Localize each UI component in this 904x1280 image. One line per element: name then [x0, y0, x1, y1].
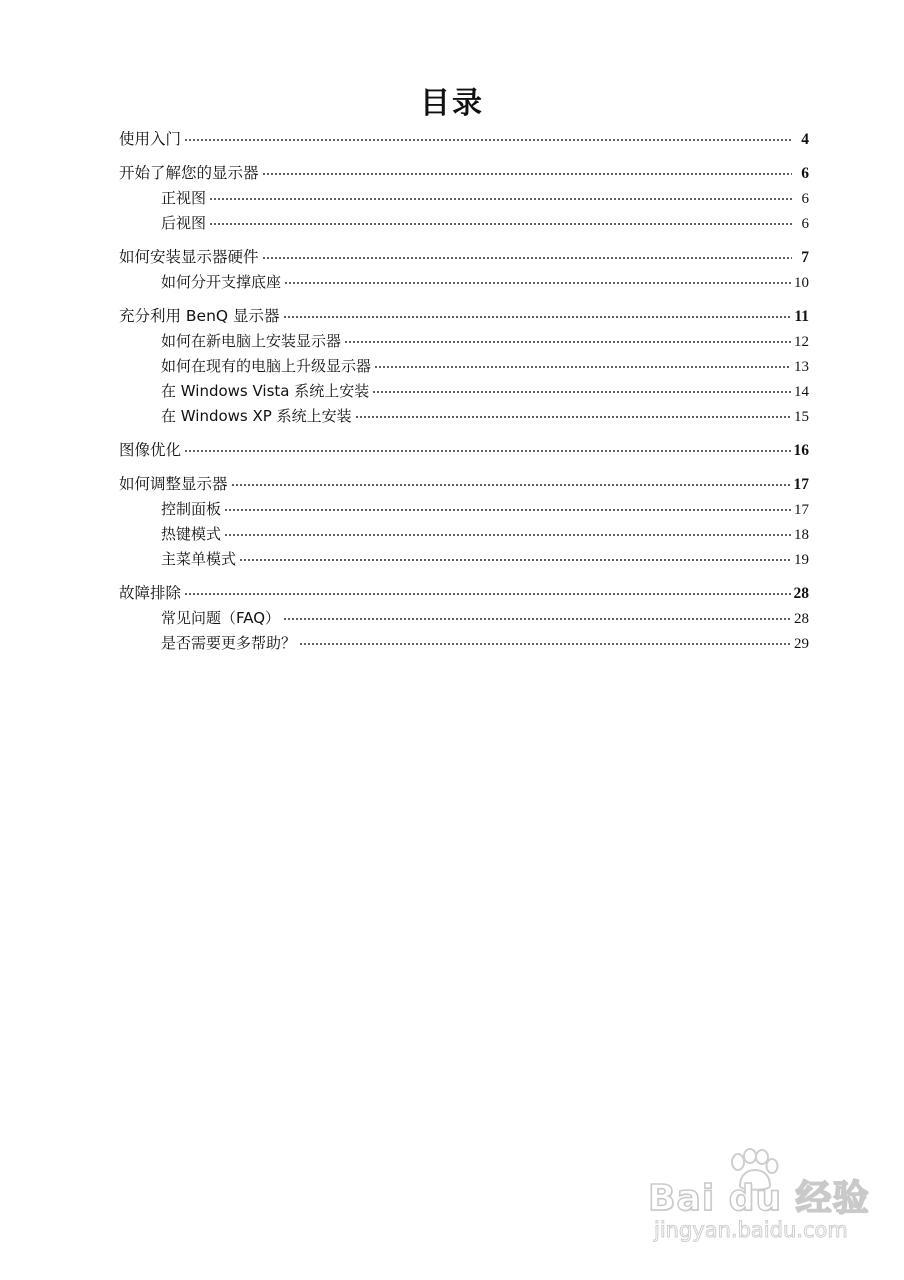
toc-page-number: 14: [794, 384, 809, 400]
toc-subsection-entry[interactable]: [119, 270, 809, 295]
toc-page-number: 19: [794, 552, 809, 568]
toc-entry-title: 在 Windows XP 系统上安装: [161, 407, 352, 425]
toc-subsection-entry[interactable]: [119, 329, 809, 354]
toc-chapter-entry[interactable]: [119, 161, 809, 186]
toc-entry-title: 故障排除: [119, 584, 182, 602]
toc-page-number: 15: [794, 409, 809, 425]
toc-page-number: 13: [794, 359, 809, 375]
toc-entry-title: 如何安装显示器硬件: [119, 248, 259, 266]
toc-entry-title: 充分利用 BenQ 显示器: [119, 307, 280, 325]
dot-leader: [283, 316, 792, 318]
dot-leader: [184, 593, 790, 595]
dot-leader: [184, 450, 790, 452]
dot-leader: [209, 198, 792, 200]
toc-entry-title: 如何分开支撑底座: [161, 273, 282, 291]
toc-chapter-entry[interactable]: [119, 245, 809, 270]
dot-leader: [344, 341, 791, 343]
toc-chapter-entry[interactable]: [119, 438, 809, 463]
toc-chapter-entry[interactable]: [119, 127, 809, 152]
toc-page-number: 18: [794, 527, 809, 543]
toc-entry-title: 后视图: [161, 214, 207, 232]
toc-entry-title: 如何调整显示器: [119, 475, 228, 493]
page-title: 目录: [420, 86, 484, 121]
toc-page-number: 16: [793, 442, 809, 459]
toc-subsection-entry[interactable]: [119, 186, 809, 211]
dot-leader: [283, 618, 791, 620]
toc-page-number: 10: [794, 275, 809, 291]
toc-page-number: 17: [793, 476, 809, 493]
toc-page-number: 7: [801, 249, 809, 266]
toc-entry-title: 控制面板: [161, 500, 222, 518]
toc-page-number: 11: [794, 308, 809, 325]
toc-entry-title: 开始了解您的显示器: [119, 164, 259, 182]
toc-entry-title: 在 Windows Vista 系统上安装: [161, 382, 370, 400]
toc-subsection-entry[interactable]: [119, 631, 809, 656]
toc-page-number: 6: [801, 165, 809, 182]
dot-leader: [355, 416, 791, 418]
toc-entry-title: 正视图: [161, 189, 207, 207]
toc-entry-title: 如何在现有的电脑上升级显示器: [161, 357, 372, 375]
toc-page-number: 6: [801, 191, 809, 207]
dot-leader: [262, 257, 792, 259]
watermark-url: jingyan.baidu.com: [654, 1218, 848, 1242]
toc-page-number: 12: [794, 334, 809, 350]
toc-subsection-entry[interactable]: [119, 547, 809, 572]
toc-section: [119, 304, 809, 429]
toc-entry-title: 使用入门: [119, 130, 182, 148]
toc-entry-title: 是否需要更多帮助？: [161, 634, 297, 652]
toc-chapter-entry[interactable]: [119, 304, 809, 329]
dot-leader: [262, 173, 792, 175]
toc-subsection-entry[interactable]: [119, 354, 809, 379]
baidu-jingyan-watermark: [640, 1140, 880, 1250]
toc-section: [119, 245, 809, 295]
dot-leader: [239, 559, 791, 561]
dot-leader: [184, 139, 792, 141]
toc-section: [119, 581, 809, 656]
toc-subsection-entry[interactable]: [119, 522, 809, 547]
toc-section: [119, 438, 809, 463]
toc-subsection-entry[interactable]: [119, 404, 809, 429]
toc-page-number: 29: [794, 636, 809, 652]
toc-section: [119, 472, 809, 572]
toc-entry-title: 图像优化: [119, 441, 182, 459]
toc-entry-title: 如何在新电脑上安装显示器: [161, 332, 342, 350]
dot-leader: [231, 484, 791, 486]
toc-entry-title: 主菜单模式: [161, 550, 237, 568]
toc-subsection-entry[interactable]: [119, 211, 809, 236]
toc-page-number: 17: [794, 502, 809, 518]
dot-leader: [299, 643, 791, 645]
toc-page-number: 6: [801, 216, 809, 232]
toc-subsection-entry[interactable]: [119, 379, 809, 404]
toc-entry-title: 热键模式: [161, 525, 222, 543]
dot-leader: [224, 534, 791, 536]
toc-section: [119, 127, 809, 152]
toc-page-number: 28: [793, 585, 809, 602]
toc-page-number: 4: [801, 131, 809, 148]
dot-leader: [284, 282, 791, 284]
table-of-contents: [119, 127, 809, 656]
toc-chapter-entry[interactable]: [119, 581, 809, 606]
dot-leader: [372, 391, 791, 393]
watermark-brand: Bai du 经验: [648, 1178, 870, 1219]
toc-page-number: 28: [794, 611, 809, 627]
toc-subsection-entry[interactable]: [119, 606, 809, 631]
dot-leader: [374, 366, 791, 368]
toc-section: [119, 161, 809, 236]
toc-entry-title: 常见问题（FAQ）: [161, 609, 281, 627]
dot-leader: [224, 509, 791, 511]
dot-leader: [209, 223, 792, 225]
toc-subsection-entry[interactable]: [119, 497, 809, 522]
toc-chapter-entry[interactable]: [119, 472, 809, 497]
